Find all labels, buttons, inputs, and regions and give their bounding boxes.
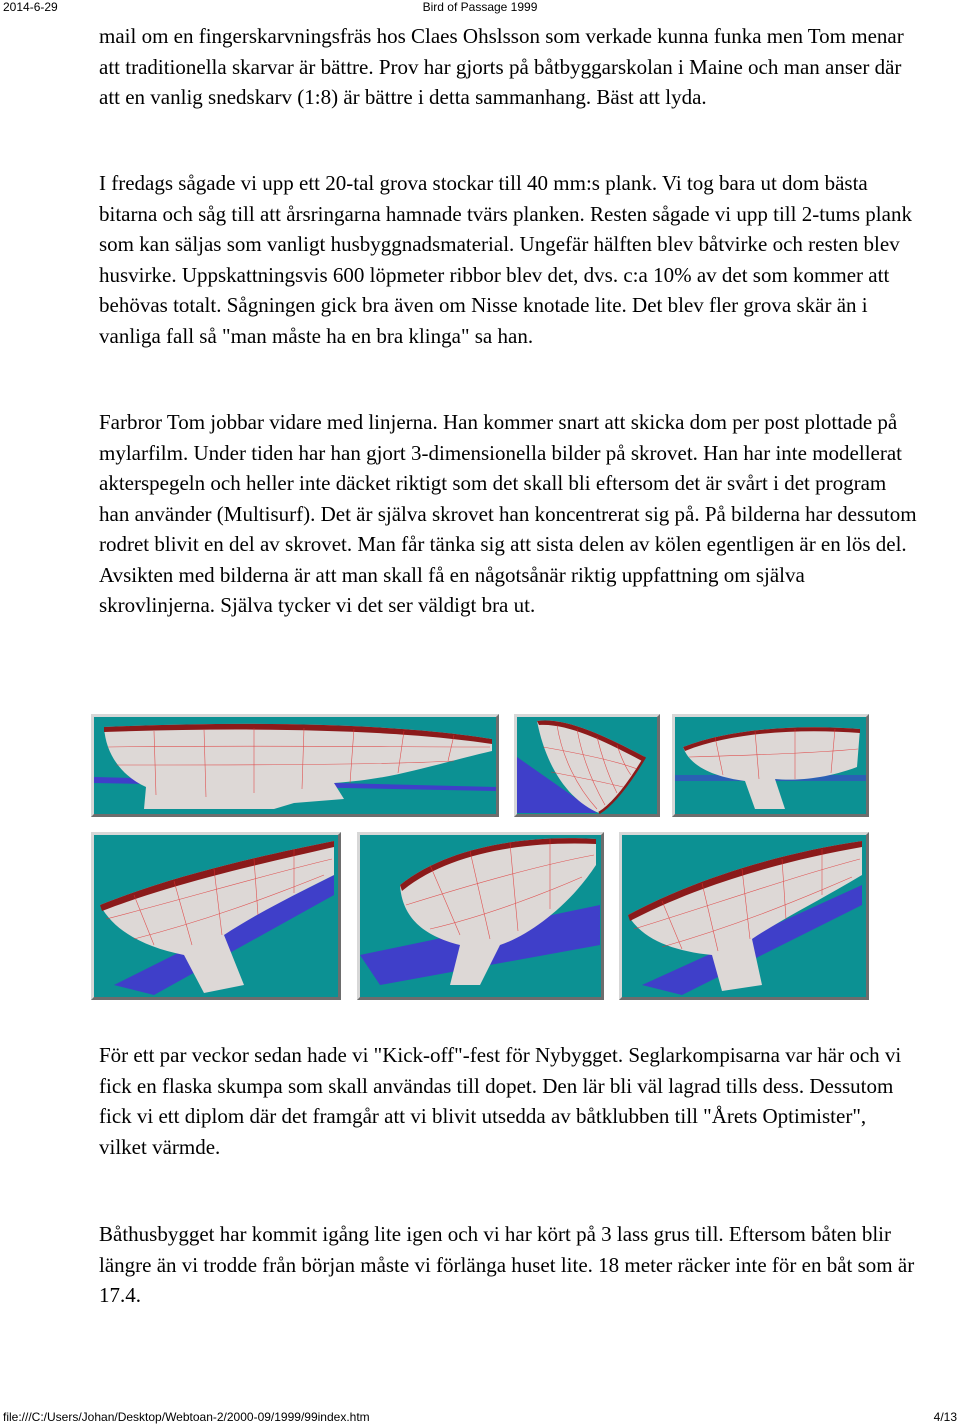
- hull-render-side-view: [91, 714, 499, 817]
- hull-render-stern-view: [672, 714, 869, 817]
- print-footer: [0, 1410, 960, 1424]
- print-header: [0, 0, 960, 14]
- file-path: file:///C:/Users/Johan/Desktop/Webtoan-2/2000-09/1999/99index.htm: [3, 1410, 370, 1424]
- print-date: 2014-6-29: [3, 0, 58, 14]
- paragraph-4: För ett par veckor sedan hade vi "Kick-off"-fest för Nybygget. Seglarkompisarna var här och vi fick en flaska skumpa som skall användas till dopet. Den lär bli väl lagrad tills dess. Dessutom fick vi ett diplom där det framgår att vi blivit utsedda av båtklubben till "Årets Optimister", vilket värmde.: [99, 1043, 902, 1159]
- hull-render-bow-view: [514, 714, 660, 817]
- page-title: Bird of Passage 1999: [422, 0, 538, 14]
- paragraph-3: Farbror Tom jobbar vidare med linjerna. Han kommer snart att skicka dom per post plottade på mylarfilm. Under tiden har han gjort 3-dimensionella bilder på skrovet. Han har inte modellerat akterspegeln och heller inte däcket riktigt som det skall bli eftersom det är svårt i det program han använder (Multisurf). Det är själva skrovet han koncentrerat sig på. På bilderna har dessutom rodret blivit en del av skrovet. Man får tänka sig att sista delen av kölen egentligen är en lös del. Avsikten med bilderna är att man skall få en någotsånär riktig uppfattning om själva skrovlinjerna. Själva tycker vi det ser väldigt bra ut.: [99, 410, 917, 617]
- hull-render-perspective-2: [357, 832, 604, 1000]
- paragraph-1: mail om en fingerskarvningsfräs hos Claes Ohslsson som verkade kunna funka men Tom menar att traditionella skarvar är bättre. Prov har gjorts på båtbyggarskolan i Maine och man anser där att en vanlig snedskarv (1:8) är bättre i detta sammanhang. Bäst att lyda.: [99, 24, 904, 109]
- hull-render-perspective-3: [619, 832, 869, 1000]
- page-number: 4/13: [933, 1410, 957, 1424]
- paragraph-5: Båthusbygget har kommit igång lite igen och vi har kört på 3 lass grus till. Eftersom båten blir längre än vi trodde från början måste vi förlänga huset lite. 18 meter räcker inte för en båt som är 17.4.: [99, 1222, 915, 1307]
- paragraph-2: I fredags sågade vi upp ett 20-tal grova stockar till 40 mm:s plank. Vi tog bara ut dom bästa bitarna och såg till att årsringarna hamnade tvärs planken. Resten sågade vi upp till 2-tums plank som kan säljas som vanligt husbyggnadsmaterial. Ungefär hälften blev båtvirke och resten blev husvirke. Uppskattningsvis 600 löpmeter ribbor blev det, dvs. c:a 10% av det som kommer att behövas totalt. Sågningen gick bra även om Nisse knotade lite. Det blev fler grova skär än i vanliga fall så "man måste ha en bra klinga" sa han.: [99, 171, 912, 348]
- hull-render-perspective-1: [91, 832, 341, 1000]
